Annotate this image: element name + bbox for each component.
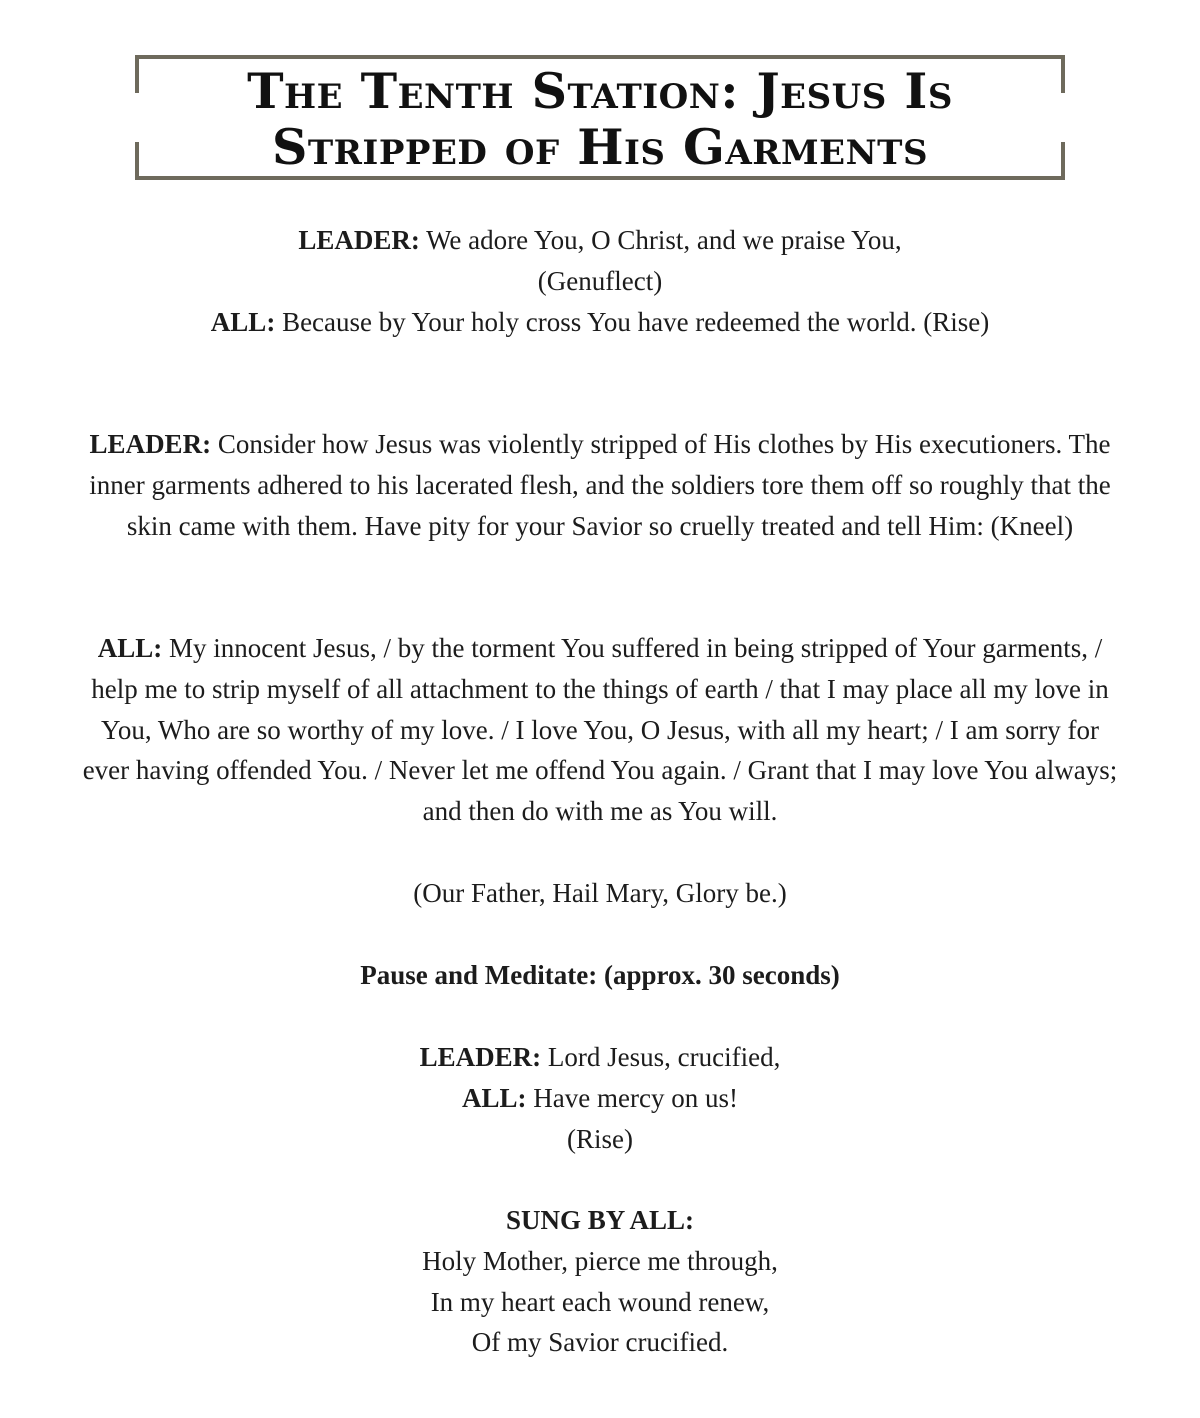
frame-bottom-rule (135, 176, 1065, 180)
our-father-text: (Our Father, Hail Mary, Glory be.) (413, 878, 787, 908)
leader-label: LEADER: (298, 225, 420, 255)
hymn-line: In my heart each wound renew, (430, 1286, 770, 1317)
closing-all-text: Have mercy on us! (526, 1082, 738, 1113)
genuflect-instruction: (Genuflect) (537, 265, 663, 296)
leader-label: LEADER: (89, 429, 212, 459)
frame-top-rule (135, 55, 1065, 59)
all-label: ALL: (210, 306, 276, 337)
closing-leader-text: Lord Jesus, crucified, (541, 1042, 781, 1072)
title-frame (135, 55, 1065, 180)
consider-paragraph (80, 424, 1120, 546)
prayer-paragraph (80, 628, 1120, 832)
leader-text: We adore You, O Christ, and we praise You, (419, 225, 902, 255)
all-label: ALL: (462, 1082, 527, 1113)
consider-text: Consider how Jesus was violently stripped of His clothes by His executioners. The inner garments adhered to his lacerated flesh, and the soldiers tore them off so roughly that the skin came with them. Have pity for your Savior so cruelly treated and tell Him: (Kneel) (89, 429, 1111, 541)
all-text: Because by Your holy cross You have redeemed the world. (Rise) (275, 306, 990, 337)
opening-leader-line (80, 220, 1120, 261)
title-line-2: Stripped of His Garments (271, 118, 929, 176)
prayer-text: My innocent Jesus, / by the torment You suffered in being stripped of Your garments, / help me to strip myself of all attachment to the things of earth / that I may place all my love in You, Who are so worthy of my love. / I love You, O Jesus, with all my heart; / I am sorry for ever having offended You. / Never let me offend You again. / Grant that I may love You always; and then do with me as You will. (82, 633, 1118, 827)
hymn-line: Of my Savior crucified. (471, 1327, 729, 1358)
page-title (135, 63, 1065, 175)
pause-text: Pause and Meditate: (approx. 30 seconds) (360, 960, 840, 990)
closing-leader-line (80, 1037, 1120, 1078)
our-father-note (80, 873, 1120, 914)
all-prayer (80, 628, 1120, 832)
leader-label: LEADER: (419, 1042, 542, 1072)
hymn-line: Holy Mother, pierce me through, (422, 1245, 778, 1276)
closing-versicle (80, 1037, 1120, 1159)
opening-all-line (80, 302, 1120, 343)
consider-meditation (80, 424, 1120, 546)
sung-label: SUNG BY ALL: (505, 1205, 695, 1235)
pause-note (80, 955, 1120, 996)
all-label: ALL: (97, 633, 163, 663)
closing-all-line (80, 1078, 1120, 1119)
title-line-1: The Tenth Station: Jesus Is (247, 62, 953, 120)
sung-hymn (80, 1200, 1120, 1363)
rise-instruction: (Rise) (567, 1123, 633, 1154)
opening-versicle (80, 220, 1120, 342)
